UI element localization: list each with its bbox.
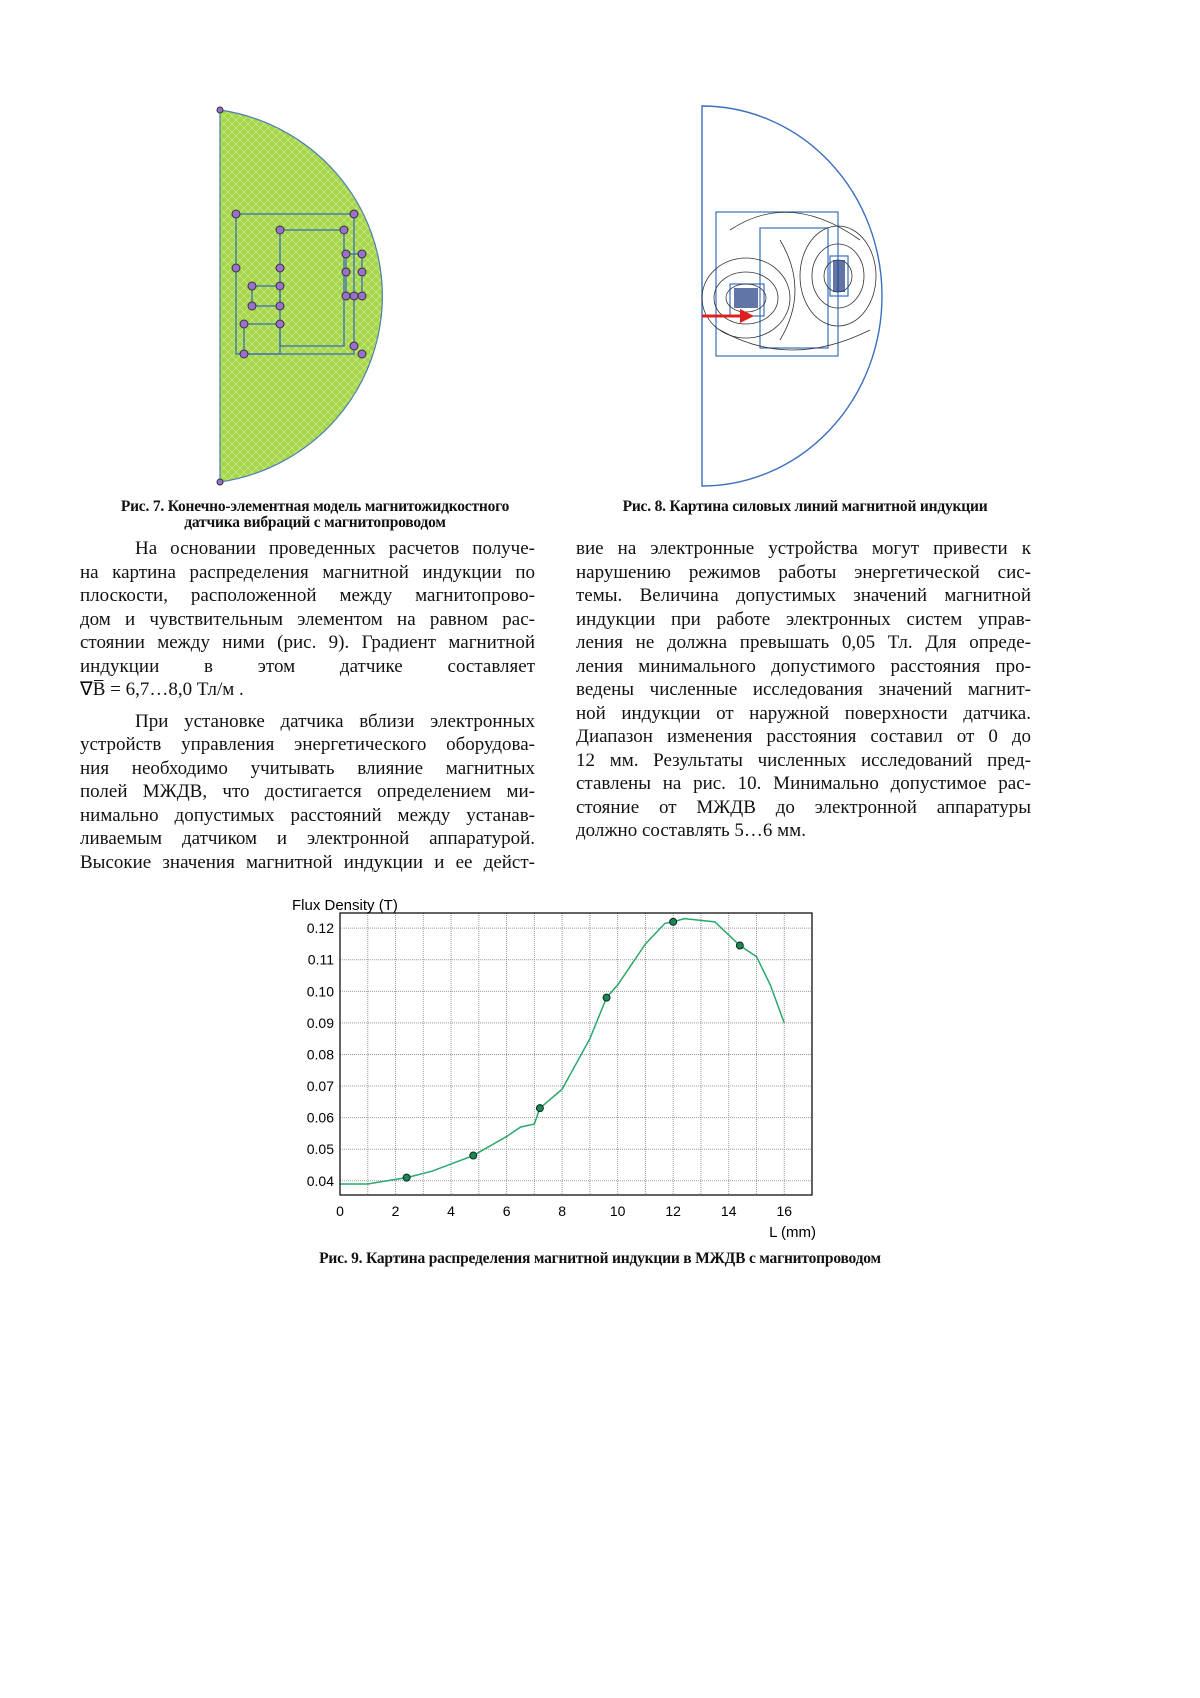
paragraph-line: ния необходимо учитывать влияние магнитных — [80, 757, 535, 781]
paragraph-line: ления не должна превышать 0,05 Тл. Для опреде- — [576, 631, 1031, 655]
data-point — [670, 918, 677, 925]
y-tick-label: 0.04 — [307, 1173, 334, 1189]
paragraph-line: Высокие значения магнитной индукции и ее дейст- — [80, 851, 535, 875]
paragraph-line: темы. Величина допустимых значений магнитной — [576, 584, 1031, 608]
paragraph-line: плоскости, расположенной между магнитопрово- — [80, 584, 535, 608]
fig9-chart — [0, 0, 1200, 1260]
x-axis-label: L (mm) — [769, 1224, 816, 1241]
paragraph-line: дом и чувствительным элементом на равном рас- — [80, 608, 535, 632]
x-tick-label: 12 — [665, 1203, 681, 1219]
data-point — [603, 994, 610, 1001]
y-axis-label: Flux Density (T) — [292, 897, 398, 914]
fig8-caption: Рис. 8. Картина силовых линий магнитной индукции — [575, 498, 1035, 516]
fig7-caption-line1: Рис. 7. Конечно-элементная модель магнитожидкостного — [80, 498, 550, 516]
x-tick-label: 2 — [392, 1203, 400, 1219]
y-tick-label: 0.07 — [307, 1078, 334, 1094]
y-tick-label: 0.05 — [307, 1141, 334, 1157]
data-point — [736, 942, 743, 949]
paragraph-line: вие на электронные устройства могут привести к — [576, 537, 1031, 561]
paragraph-line: ления минимального допустимого расстояния про- — [576, 655, 1031, 679]
data-point — [470, 1152, 477, 1159]
y-tick-label: 0.12 — [307, 920, 334, 936]
data-point — [536, 1105, 543, 1112]
paragraph-line: нимально допустимых расстояний между устанав- — [80, 804, 535, 828]
paragraph-line: нарушению режимов работы энергетической сис- — [576, 561, 1031, 585]
paragraph-line: полей МЖДВ, что достигается определением ми- — [80, 780, 535, 804]
paragraph-line: 12 мм. Результаты численных исследований пред- — [576, 749, 1031, 773]
paragraph-line: на картина распределения магнитной индукции по — [80, 561, 535, 585]
paragraph-line: стоянии между ними (рис. 9). Градиент магнитной — [80, 631, 535, 655]
paragraph-line: ной индукции от наружной поверхности датчика. — [576, 702, 1031, 726]
paragraph-line: ливаемым датчиком и электронной аппаратурой. — [80, 827, 535, 851]
fig7-caption-line2: датчика вибраций с магнитопроводом — [80, 514, 550, 532]
x-tick-label: 10 — [610, 1203, 626, 1219]
x-tick-label: 0 — [336, 1203, 344, 1219]
paragraph-line: При установке датчика вблизи электронных — [80, 710, 535, 734]
paragraph-line: индукции при работе электронных систем управ- — [576, 608, 1031, 632]
paragraph-line: ставлены на рис. 10. Минимально допустимое рас- — [576, 772, 1031, 796]
paragraph-line: устройств управления энергетического оборудова- — [80, 733, 535, 757]
x-tick-label: 14 — [721, 1203, 737, 1219]
formula-line: ∇B̅ = 6,7…8,0 Тл/м . — [80, 678, 535, 702]
paragraph-line: ведены численные исследования значений магнит- — [576, 678, 1031, 702]
fig9-caption: Рис. 9. Картина распределения магнитной индукции в МЖДВ с магнитопроводом — [150, 1250, 1050, 1268]
data-point — [403, 1174, 410, 1181]
x-tick-label: 8 — [558, 1203, 566, 1219]
paragraph-line: должно составлять 5…6 мм. — [576, 819, 1031, 843]
y-tick-label: 0.10 — [307, 983, 334, 999]
paragraph-line: Диапазон изменения расстояния составил от 0 до — [576, 725, 1031, 749]
paragraph-line: индукции в этом датчике составляет — [80, 655, 535, 679]
x-tick-label: 4 — [447, 1203, 455, 1219]
paragraph-line: На основании проведенных расчетов получе- — [80, 537, 535, 561]
y-tick-label: 0.11 — [308, 952, 334, 968]
y-tick-label: 0.08 — [307, 1046, 334, 1062]
paragraph-line: стояние от МЖДВ до электронной аппаратуры — [576, 796, 1031, 820]
x-tick-label: 16 — [776, 1203, 792, 1219]
y-tick-label: 0.09 — [307, 1015, 334, 1031]
y-tick-label: 0.06 — [307, 1110, 334, 1126]
x-tick-label: 6 — [503, 1203, 511, 1219]
